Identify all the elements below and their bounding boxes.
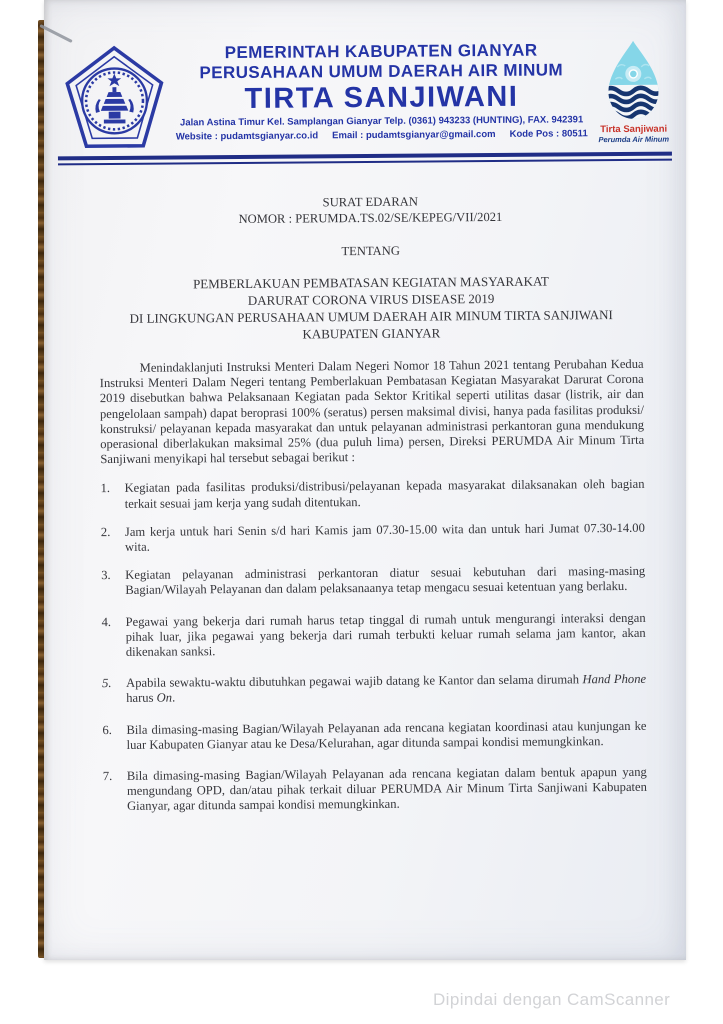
directive-item	[103, 765, 647, 815]
item-number: 6.	[102, 722, 112, 737]
title-line-1: PEMBERLAKUAN PEMBATASAN KEGIATAN MASYARAKAT	[192, 273, 549, 292]
directive-list	[100, 477, 647, 815]
item-number: 7.	[102, 769, 113, 784]
item-text: Jam kerja untuk hari Senin s/d hari Kamis jam 07.30-15.00 wita dan untuk hari Jumat 07.30-14.00 wita.	[124, 520, 645, 554]
opening-paragraph	[100, 357, 645, 468]
directive-item	[101, 521, 645, 556]
company-contacts	[176, 127, 588, 143]
scanned-letter-paper	[44, 0, 686, 960]
directive-item	[102, 610, 646, 660]
item-text: Bila dimasing-masing Bagian/Wilayah Pelayanan ada rencana kegiatan dalam bentuk apapun yang mengundang OPD, dan/atau pihak terkait diluar PERUMDA Air Minum Tirta Sanjiwani Kabupaten Gianyar, agar ditunda sampai kondisi memungkinkan.	[126, 764, 647, 814]
letterhead	[43, 0, 686, 153]
company-email: Email : pudamtsgianyar@gmail.com	[332, 128, 496, 142]
camscanner-watermark: Dipindai dengan CamScanner	[433, 990, 671, 1009]
item-text: Apabila sewaktu-waktu dibutuhkan pegawai wajib datang ke Kantor dan selama dirumah Hand Phone harus On.	[126, 672, 647, 706]
directive-item	[101, 564, 645, 599]
directive-item	[100, 477, 644, 512]
opening-paragraph-text: Menindaklanjuti Instruksi Menteri Dalam Negeri Nomor 18 Tahun 2021 tentang Perubahan Kedua Instruksi Menteri Dalam Negeri tentang Pemberlakuan Pembatasan Kegiatan Masyarakat Darurat Corona 2019 disebutkan bahwa Pelaksanaan Kegiatan pada Sektor Kritikal seperti utilitas dasar (listrik, air dan pengelolaan sampah) dapat beroprasi 100% (seratus) persen maksimal divisi, hanya pada fasilitas produksi/ konstruksi/ pelayanan kepada masyarakat dan untuk pelayanan administrasi perkantoran guna mendukung operasional diberlakukan maksimal 25% (dua puluh lima) persen, Direksi PERUMDA Air Minum Tirta Sanjiwani menyikapi hal tersebut sebagai berikut :	[99, 356, 645, 467]
letter-number: NOMOR : PERUMDA.TS.02/SE/KEPEG/VII/2021	[238, 209, 503, 226]
directive-item	[102, 672, 646, 707]
enterprise-name: PERUSAHAAN UMUM DAERAH AIR MINUM	[199, 60, 564, 83]
right-logo-name: Tirta Sanjiwani	[600, 123, 668, 136]
right-logo-subtitle: Perumda Air Minum	[598, 134, 670, 145]
company-name: TIRTA SANJIWANI	[244, 80, 519, 115]
letter-body	[44, 160, 691, 815]
item-number: 5.	[102, 676, 112, 691]
item-number: 4.	[101, 614, 112, 629]
title-line-2: DARURAT CORONA VIRUS DISEASE 2019	[247, 290, 495, 308]
directive-item	[102, 718, 646, 753]
letter-heading: SURAT EDARAN	[322, 194, 419, 210]
tirta-sanjiwani-logo	[587, 36, 680, 145]
about-label: TENTANG	[341, 243, 400, 259]
item-number: 2.	[100, 524, 111, 539]
item-text: Kegiatan pada fasilitas produksi/distribusi/pelayanan kepada masyarakat dilaksanakan oleh bagian terkait sesuai jam kerja yang sudah ditentukan.	[124, 477, 645, 511]
item-number: 1.	[100, 481, 111, 496]
item-text: Bila dimasing-masing Bagian/Wilayah Pelayanan ada rencana kegiatan koordinasi atau kunjungan ke luar Kabupaten Gianyar atau ke Desa/Kelurahan, agar ditunda sampai kondisi memungkinkan.	[126, 718, 647, 752]
title-line-3: DI LINGKUNGAN PERUSAHAAN UMUM DAERAH AIR MINUM TIRTA SANJIWANI	[129, 307, 613, 326]
company-postal-code: Kode Pos : 80511	[509, 128, 588, 140]
company-address: Jalan Astina Timur Kel. Samplangan Gianyar Telp. (0361) 943233 (HUNTING), FAX. 942391	[179, 114, 584, 129]
title-line-4: KABUPATEN GIANYAR	[302, 325, 441, 342]
company-website: Website : pudamtsgianyar.co.id	[175, 130, 319, 143]
gianyar-regency-seal-icon	[63, 39, 176, 152]
item-text: Kegiatan pelayanan administrasi perkantoran diatur sesuai kebutuhan dari masing-masing Bagian/Wilayah Pelayanan dan dalam pelaksanaanya tetap mengacu sesuai ketentuan yang berlaku.	[125, 564, 646, 598]
letterhead-text	[175, 36, 588, 143]
item-text: Pegawai yang bekerja dari rumah harus tetap tinggal di rumah untuk mengurangi interaksi dengan pihak luar, jika pegawai yang bekerja dari rumah terbukti keluar rumah selama jam kantor, akan dikenakan sanksi.	[125, 610, 646, 659]
item-number: 3.	[101, 568, 111, 583]
letter-title	[99, 272, 644, 344]
government-name: PEMERINTAH KABUPATEN GIANYAR	[224, 40, 538, 63]
